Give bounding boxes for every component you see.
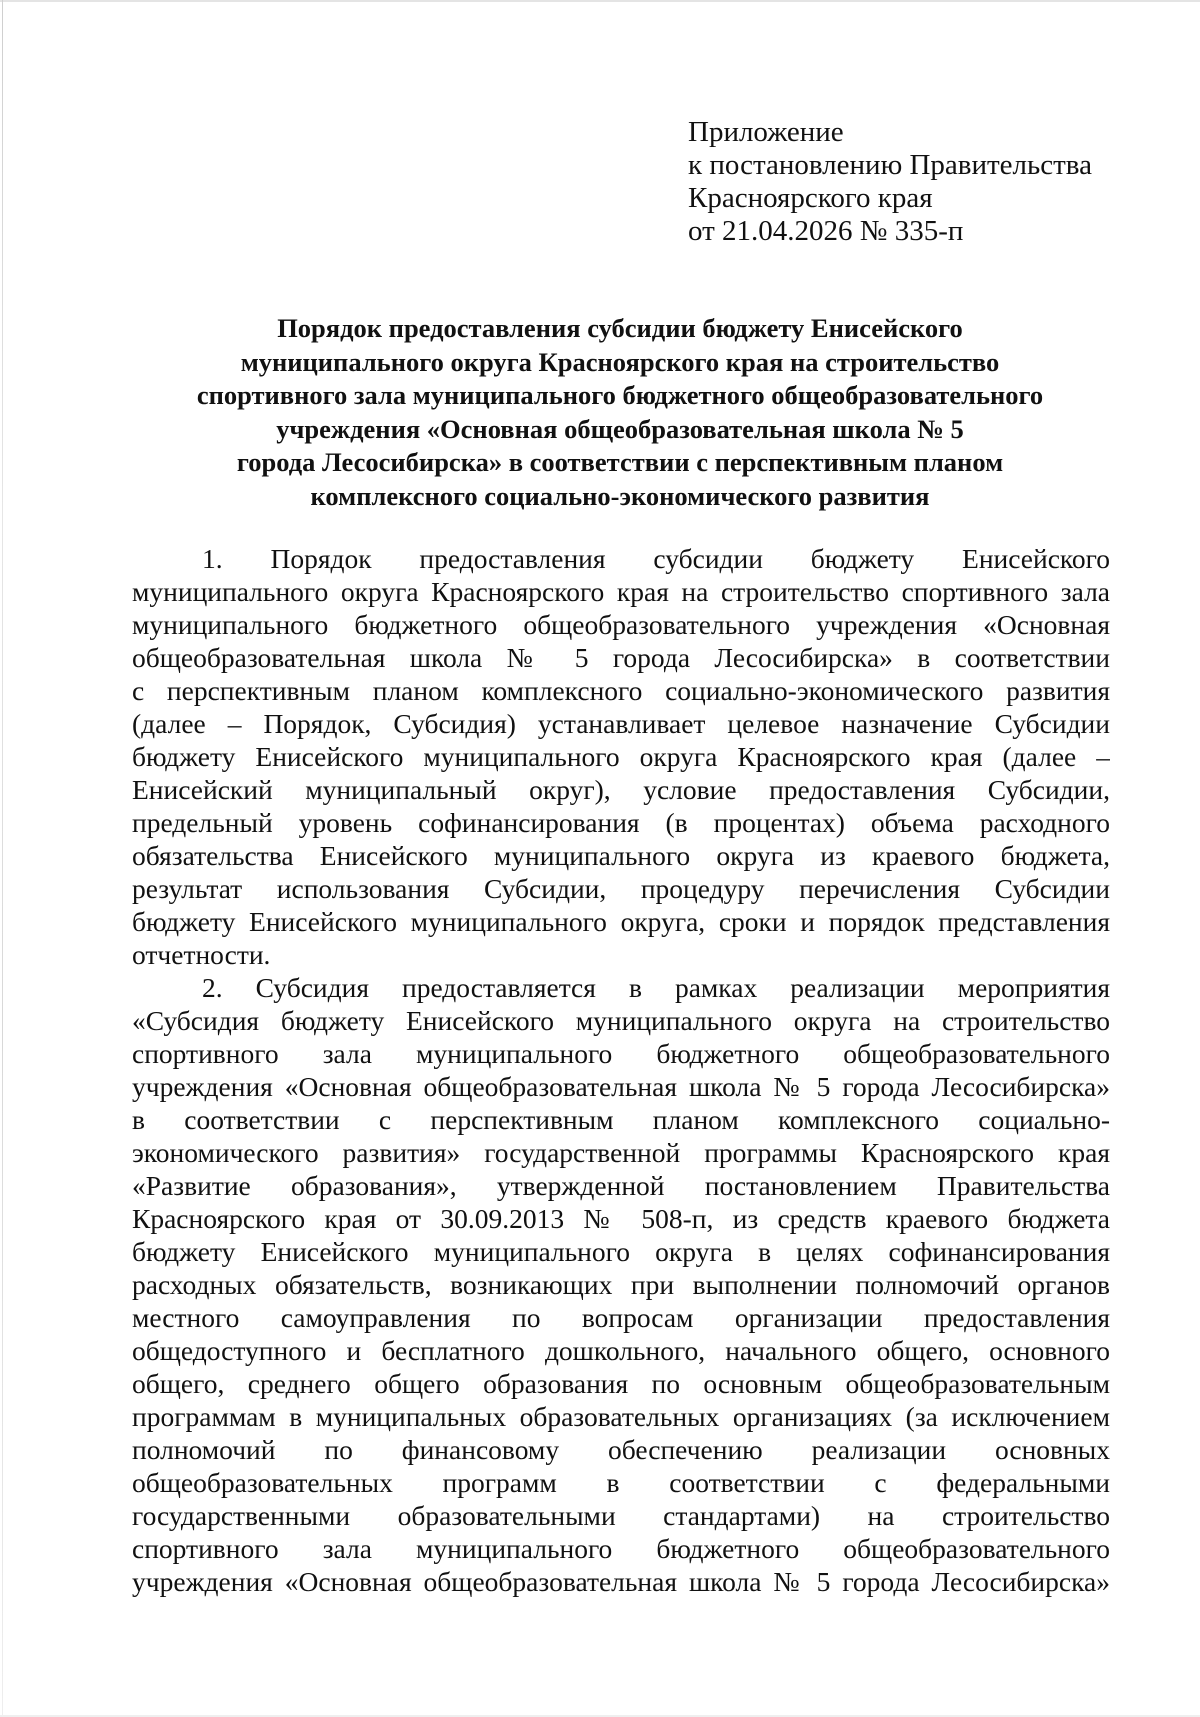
body-line: полномочий по финансовому обеспечению реализации основных [132, 1434, 1110, 1465]
body-line: с перспективным планом комплексного социально-экономического развития [132, 675, 1110, 706]
title-line: спортивного зала муниципального бюджетного общеобразовательного [196, 380, 1044, 410]
appendix-block [688, 116, 1092, 248]
body-line: экономического развития» государственной программы Красноярского края [132, 1137, 1110, 1168]
body-line: отчетности. [132, 939, 271, 970]
body-line: общедоступного и бесплатного дошкольного, начального общего, основного [132, 1335, 1110, 1366]
body-line: программам в муниципальных образовательных организациях (за исключением [132, 1401, 1110, 1432]
body-line: 1. Порядок предоставления субсидии бюджету Енисейского [202, 543, 1110, 574]
body-line: спортивного зала муниципального бюджетного общеобразовательного [132, 1038, 1110, 1069]
body-line: муниципального бюджетного общеобразовательного учреждения «Основная [132, 609, 1110, 640]
appendix-line: от 21.04.2026 № 335-п [688, 215, 964, 247]
body-line: спортивного зала муниципального бюджетного общеобразовательного [132, 1533, 1110, 1564]
body-line: в соответствии с перспективным планом комплексного социально- [132, 1104, 1110, 1135]
body-line: бюджету Енисейского муниципального округа в целях софинансирования [132, 1236, 1110, 1267]
title-line: Порядок предоставления субсидии бюджету Енисейского [277, 313, 963, 343]
body-line: общеобразовательных программ в соответствии с федеральными [132, 1467, 1110, 1498]
scan-edge-left [2, 0, 3, 1717]
document-title [130, 312, 1110, 513]
body-line: Красноярского края от 30.09.2013 № 508-п, из средств краевого бюджета [132, 1203, 1110, 1234]
title-line: города Лесосибирска» в соответствии с перспективным планом [236, 447, 1004, 477]
appendix-line: Приложение [688, 116, 844, 148]
body-line: бюджету Енисейского муниципального округа Красноярского края (далее – [132, 741, 1110, 772]
body-line: Енисейский муниципальный округ), условие предоставления Субсидии, [132, 774, 1110, 805]
title-line: учреждения «Основная общеобразовательная школа № 5 [276, 413, 964, 444]
body-line: муниципального округа Красноярского края на строительство спортивного зала [132, 576, 1110, 607]
document-body [132, 542, 1110, 1598]
body-line: обязательства Енисейского муниципального округа из краевого бюджета, [132, 840, 1110, 871]
body-line: учреждения «Основная общеобразовательная школа № 5 города Лесосибирска» [132, 1071, 1110, 1102]
body-line: 2. Субсидия предоставляется в рамках реализации мероприятия [202, 972, 1110, 1003]
body-line: общеобразовательная школа № 5 города Лесосибирска» в соответствии [132, 642, 1110, 673]
scan-edge-top [0, 0, 1200, 2]
body-line: учреждения «Основная общеобразовательная школа № 5 города Лесосибирска» [132, 1566, 1110, 1597]
body-line: (далее – Порядок, Субсидия) устанавливает целевое назначение Субсидии [132, 708, 1110, 739]
body-line: государственными образовательными стандартами) на строительство [132, 1500, 1110, 1531]
body-line: «Развитие образования», утвержденной постановлением Правительства [132, 1170, 1110, 1201]
body-line: расходных обязательств, возникающих при выполнении полномочий органов [132, 1269, 1110, 1300]
body-line: результат использования Субсидии, процедуру перечисления Субсидии [132, 873, 1110, 904]
body-line: бюджету Енисейского муниципального округа, сроки и порядок представления [132, 906, 1110, 937]
body-line: общего, среднего общего образования по основным общеобразовательным [132, 1368, 1110, 1399]
appendix-line: Красноярского края [688, 182, 933, 214]
body-line: предельный уровень софинансирования (в процентах) объема расходного [132, 807, 1110, 838]
title-line: комплексного социально-экономического развития [310, 480, 930, 511]
body-line: «Субсидия бюджету Енисейского муниципального округа на строительство [132, 1005, 1110, 1036]
title-line: муниципального округа Красноярского края на строительство [240, 346, 1000, 377]
appendix-line: к постановлению Правительства [688, 149, 1092, 181]
body-line: местного самоуправления по вопросам организации предоставления [132, 1302, 1110, 1333]
